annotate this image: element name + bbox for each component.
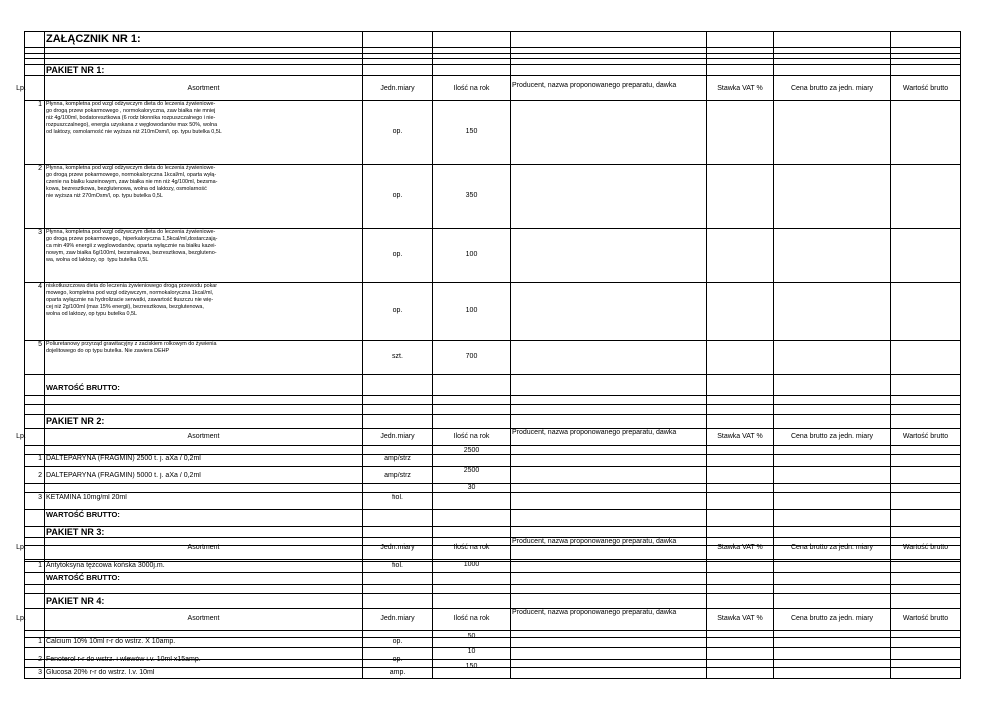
pakiet-3-header-asortment: Asortment [187, 544, 220, 551]
pakiet-1-row-5-jm: szt. [392, 353, 403, 360]
pakiet-4-row-1-qty: 50 [467, 633, 476, 640]
pakiet-3-header-lp: Lp. [16, 544, 26, 551]
pakiet-3-header-jm: Jedn.miary [380, 544, 415, 551]
pakiet-1-row-2-qty: 350 [465, 192, 478, 199]
pakiet-4-row-3-jm: amp. [389, 669, 406, 676]
pakiet-1-row-4-desc: niskotłuszczowa dieta do leczenia żywieniowego drogą przewodu pokar mowego, kompletna pod wzgl odżywczym, normokaloryczna 1kcal/ml, oparta wyłącznie na hydrolizacie serwatki, zawartość tłuszczu nie wię- cej niż 2g/100ml (max 15% energii), bezresztkowa, bezglutenowa, wolna od laktozy, op typu butelka 0,5L [46, 283, 218, 317]
grid-line [24, 593, 961, 594]
pakiet-4-row-2-desc: Fenoterol r-r do wstrz. i wlewów i.v. 10ml x15amp. [46, 656, 201, 663]
grid-line [24, 414, 961, 415]
pakiet-4-row-2-jm: op. [392, 656, 403, 663]
pakiet-2-row-2-lp: 2 [38, 472, 42, 479]
pakiet-3-header-producent: Producent, nazwa proponowanego preparatu, dawka [512, 538, 677, 545]
pakiet-1-row-1-jm: op. [392, 128, 403, 135]
pakiet-1-header-ilosc: Ilość na rok [453, 85, 490, 92]
pakiet-4-row-3-qty: 150 [465, 663, 478, 670]
pakiet-3-row-1-lp: 1 [38, 562, 42, 569]
pakiet-1-header-jm: Jedn.miary [380, 85, 415, 92]
pakiet-2-row-1-lp: 1 [38, 455, 42, 462]
pakiet-1-row-5-qty: 700 [465, 353, 478, 360]
pakiet-2-row-1-desc: DALTEPARYNA (FRAGMIN) 2500 t. j. aXa / 0,2ml [46, 455, 201, 462]
pakiet-4-title: PAKIET NR 4: [46, 596, 105, 606]
pakiet-4-row-2-lp: 2 [38, 656, 42, 663]
grid-line [24, 395, 961, 396]
pakiet-1-row-3-lp: 3 [38, 229, 42, 236]
pakiet-3-row-1-desc: Antytoksyna tężcowa końska 3000j.m. [46, 562, 165, 569]
pakiet-2-header-lp: Lp. [16, 433, 26, 440]
pakiet-2-row-3-desc: KETAMINA 10mg/ml 20ml [46, 494, 127, 501]
grid-line [24, 58, 961, 59]
grid-line [24, 31, 25, 678]
pakiet-1-header-asortment: Asortment [187, 85, 220, 92]
grid-line [773, 31, 774, 678]
grid-line [24, 374, 961, 375]
pakiet-1-row-1-qty: 150 [465, 128, 478, 135]
pakiet-4-row-1-jm: op. [392, 638, 403, 645]
grid-line [24, 630, 961, 631]
pakiet-1-row-5-lp: 5 [38, 341, 42, 348]
pakiet-4-header-cena: Cena brutto za jedn. miary [790, 615, 874, 622]
pakiet-4-row-2-qty: 10 [467, 648, 476, 655]
pakiet-4-header-lp: Lp. [16, 615, 26, 622]
grid-line [24, 404, 961, 405]
pakiet-4-row-1-desc: Calcium 10% 10ml r-r do wstrz. X 10amp. [46, 638, 176, 645]
document-title: ZAŁĄCZNIK NR 1: [46, 33, 141, 45]
pakiet-3-header-vat: Stawka VAT % [717, 544, 763, 551]
pakiet-3-row-1-jm: fiol. [392, 562, 403, 569]
pakiet-4-header-vat: Stawka VAT % [717, 615, 763, 622]
pakiet-1-header-wartosc: Wartość brutto [902, 85, 949, 92]
pakiet-2-header-cena: Cena brutto za jedn. miary [790, 433, 874, 440]
pakiet-1-row-3-qty: 100 [465, 251, 478, 258]
pakiet-3-header-cena: Cena brutto za jedn. miary [790, 544, 874, 551]
pakiet-2-row-2-desc: DALTEPARYNA (FRAGMIN) 5000 t. j. aXa / 0,2ml [46, 472, 201, 479]
grid-line [24, 678, 961, 679]
grid-line [960, 31, 961, 678]
pakiet-2-row-1-qty: 2500 [463, 447, 480, 454]
pakiet-4-row-3-lp: 3 [38, 669, 42, 676]
pakiet-1-header-vat: Stawka VAT % [717, 85, 763, 92]
pakiet-1-row-2-desc: Płynna, kompletna pod wzgl odżywczym dieta do leczenia żywieniowe- go drogą przew pokarmowego, normokaloryczna 1kcal/ml, oparta wyłą- czenie na białku kazeinowym, zaw białka nie mn niż 4g/100ml, bezsma- kowa, bezresztkowa, bezglutenowa, wolna od laktozy, osmolarność nie wyższa niż 270mOsm/l, op. typu butelka 0,5L [46, 165, 218, 199]
pakiet-2-total-label: WARTOŚĆ BRUTTO: [46, 510, 120, 519]
pakiet-3-header-wartosc: Wartość brutto [902, 544, 949, 551]
grid-line [24, 584, 961, 585]
pakiet-2-title: PAKIET NR 2: [46, 416, 105, 426]
pakiet-2-row-3-jm: fiol. [392, 494, 403, 501]
pakiet-2-header-asortment: Asortment [187, 433, 220, 440]
pakiet-3-header-ilosc: Ilość na rok [453, 544, 490, 551]
pakiet-1-row-5-desc: Poliuretanowy przyrząd grawitacyjny z zaciskiem rolkowym do żywienia dojelitowego do op typu butelka. Nie zawiera DEHP [46, 341, 217, 354]
pakiet-1-row-2-lp: 2 [38, 165, 42, 172]
pakiet-1-header-lp: Lp. [16, 85, 26, 92]
grid-line [24, 53, 961, 54]
pakiet-4-row-3-desc: Glucosa 20% r-r do wstrz. I.v. 10ml [46, 669, 155, 676]
pakiet-2-row-3-lp: 3 [38, 494, 42, 501]
pakiet-1-row-1-desc: Płynna, kompletna pod wzgl odżywczym dieta do leczenia żywieniowe- go drogą przew pokarmowego , normokaloryczna, zaw białka nie mniej niż 4g/100ml, bodatoresztkowa (6 rodz błonnika rozpuszczalnego i nie- rozpuszczalnego), energia uzyskana z węglowodanów max 50%, wolna od laktozy, osmolarność nie wyższa niż 210mOsm/l, op. typu butelka 0,5L [46, 101, 222, 135]
pakiet-4-header-ilosc: Ilość na rok [453, 615, 490, 622]
pakiet-1-row-1-lp: 1 [38, 101, 42, 108]
pakiet-1-row-3-jm: op. [392, 251, 403, 258]
grid-line [890, 31, 891, 678]
pakiet-2-row-3-qty: 30 [467, 484, 476, 491]
pakiet-3-title: PAKIET NR 3: [46, 527, 105, 537]
grid-line [44, 31, 45, 678]
pakiet-4-header-wartosc: Wartość brutto [902, 615, 949, 622]
pakiet-4-header-producent: Producent, nazwa proponowanego preparatu, dawka [512, 609, 677, 616]
pakiet-2-header-wartosc: Wartość brutto [902, 433, 949, 440]
grid-line [706, 31, 707, 678]
pakiet-1-header-producent: Producent, nazwa proponowanego preparatu, dawka [512, 82, 677, 89]
pakiet-2-row-1-jm: amp/strz [384, 455, 411, 462]
pakiet-3-total-label: WARTOŚĆ BRUTTO: [46, 573, 120, 582]
pakiet-1-header-cena: Cena brutto za jedn. miary [790, 85, 874, 92]
grid-line [510, 31, 511, 678]
pakiet-4-header-asortment: Asortment [187, 615, 220, 622]
pakiet-2-header-ilosc: Ilość na rok [453, 433, 490, 440]
pakiet-1-row-4-lp: 4 [38, 283, 42, 290]
pakiet-3-row-1-qty: 1000 [463, 561, 480, 568]
pakiet-2-header-jm: Jedn.miary [380, 433, 415, 440]
pakiet-1-row-4-jm: op. [392, 307, 403, 314]
grid-line [24, 559, 961, 560]
pakiet-1-row-2-jm: op. [392, 192, 403, 199]
pakiet-4-header-jm: Jedn.miary [380, 615, 415, 622]
pakiet-2-header-vat: Stawka VAT % [717, 433, 763, 440]
grid-line [24, 47, 961, 48]
pakiet-4-row-1-lp: 1 [38, 638, 42, 645]
pakiet-1-total-label: WARTOŚĆ BRUTTO: [46, 383, 120, 392]
pakiet-1-row-4-qty: 100 [465, 307, 478, 314]
pakiet-1-title: PAKIET NR 1: [46, 65, 105, 75]
pakiet-2-row-2-jm: amp/strz [384, 472, 411, 479]
pakiet-2-row-2-qty: 2500 [463, 467, 480, 474]
pakiet-1-row-3-desc: Płynna, kompletna pod wzgl odżywczym dieta do leczenia żywieniowe- go drogą przew pokarmowego,, hiperkaloryczna 1,5kcal/ml,dostarczają- ca min 49% energii z węglowodanów, oparta wyłącznie na białku kazei- nowym, zaw białka 6g/100ml, bezsmakowa, bezresztkowa, bezgluteno- wa, wolna od laktozy, op typu butelka 0,5L [46, 229, 218, 263]
grid-line [24, 445, 961, 446]
pakiet-2-header-producent: Producent, nazwa proponowanego preparatu, dawka [512, 429, 677, 436]
